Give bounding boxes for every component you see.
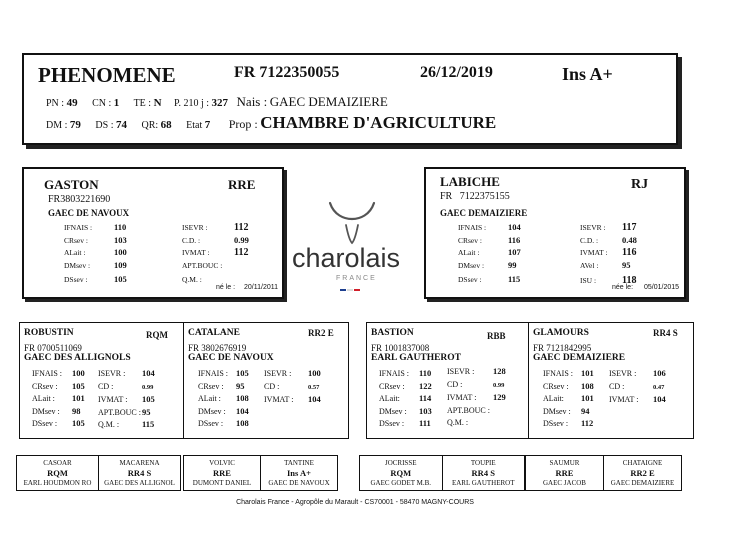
stat-value: 115	[508, 274, 521, 284]
ggp-farm: EARL GAUTHEROT	[451, 479, 515, 487]
stat-label: CRsev :	[543, 381, 569, 391]
gp-id: FR 0700511069	[24, 343, 82, 353]
stat-label: ISEVR :	[98, 369, 126, 378]
ggp-farm: GAEC DE NAVOUX	[268, 479, 330, 487]
stat-label: IVMAT :	[182, 248, 210, 257]
sire-right-stats	[182, 221, 249, 286]
ggp-cell	[184, 456, 260, 490]
ggp-code: RRE	[213, 468, 231, 478]
stat-value: 111	[419, 418, 431, 428]
sire-name: GASTON	[44, 177, 99, 192]
stat-label: IVMAT :	[609, 395, 639, 404]
stat-value: 98	[72, 405, 81, 416]
ggp-name: MACARENA	[119, 459, 160, 467]
sire-card	[22, 167, 284, 299]
gp-code: RBB	[487, 331, 506, 341]
stat-value: 100	[308, 368, 321, 378]
gp-left-stats	[379, 367, 432, 430]
ggp-code: Ins A+	[287, 468, 311, 478]
stat-value: 104	[236, 405, 249, 416]
ggp-farm: EARL HOUDMON RO	[23, 479, 92, 487]
stat-label: Q.M. :	[98, 420, 120, 429]
stat-value: 110	[114, 222, 127, 232]
stat-label: DSsev :	[379, 419, 405, 428]
stat-value: 110	[419, 368, 432, 378]
gp-code: RR2 E	[308, 328, 334, 338]
status-badge: Ins A+	[562, 64, 613, 84]
stat-value: 0.99	[142, 383, 154, 391]
gp-name: CATALANE	[188, 328, 240, 338]
ds-label: DS :	[95, 120, 114, 131]
stat-label: DMsev :	[458, 260, 485, 270]
stat-value: 100	[72, 368, 85, 378]
stat-label: IFNAIS :	[198, 369, 229, 378]
stat-value: 122	[419, 380, 432, 391]
stat-label: CD :	[264, 381, 280, 391]
stat-value: 95	[236, 380, 245, 391]
cn-value: 1	[113, 97, 120, 109]
ggp-name: SAUMUR	[549, 459, 580, 467]
stat-value: 105	[72, 380, 85, 391]
stat-value: 100	[114, 247, 127, 257]
p210-label: P. 210 j :	[174, 98, 210, 109]
stat-value: 108	[236, 418, 249, 428]
stat-label: CRsev :	[198, 381, 224, 391]
stat-label: IFNAIS :	[379, 369, 410, 378]
stat-value: 0.99	[234, 234, 249, 245]
dam-card	[424, 167, 686, 299]
prop-label: Prop :	[228, 117, 258, 131]
stat-value: 117	[622, 222, 637, 233]
stat-value: 105	[114, 274, 127, 284]
birth-date: 26/12/2019	[420, 64, 493, 81]
ggp-cell	[360, 456, 442, 490]
etat-value: 7	[204, 119, 211, 131]
gp-left-stats	[543, 367, 594, 430]
logo-word: charolais	[292, 243, 401, 273]
stat-label: DMsev :	[64, 260, 91, 270]
stat-value: 114	[419, 393, 432, 403]
gp-left-stats	[32, 367, 85, 430]
stat-value: 94	[581, 405, 590, 416]
sire-left-stats	[64, 221, 127, 286]
charolais-logo	[290, 195, 414, 300]
stat-label: ALait :	[198, 394, 221, 403]
stat-label: Q.M. :	[447, 418, 469, 427]
ggp-cell	[98, 456, 180, 490]
flag-white	[347, 289, 353, 291]
ggp-name: TANTINE	[284, 459, 314, 467]
stat-value: 106	[653, 368, 666, 378]
ggp-name: JOCRISSE	[384, 459, 417, 467]
ggp-cell	[260, 456, 337, 490]
stat-label: CD :	[447, 379, 463, 389]
stat-label: IVMAT :	[580, 248, 608, 257]
stat-value: 112	[581, 418, 594, 428]
gp-farm: GAEC DEMAIZIERE	[533, 353, 626, 363]
stat-value: 108	[581, 380, 594, 391]
stat-label: ALait:	[543, 394, 564, 403]
stat-label: CRsev :	[64, 235, 88, 245]
stat-label: CRsev :	[379, 381, 405, 391]
te-value: N	[153, 97, 162, 109]
stat-label: DSsev :	[32, 419, 58, 428]
gp-code: RR4 S	[653, 328, 678, 338]
stat-label: AVel :	[580, 260, 599, 270]
stat-value: 104	[142, 368, 155, 378]
stat-label: C.D. :	[182, 235, 201, 245]
sire-born: 20/11/2011	[244, 284, 278, 291]
stat-label: APT.BOUC :	[447, 405, 490, 415]
ggp-name: VOLVIC	[209, 459, 235, 467]
gp-left-stats	[198, 367, 249, 430]
gp-right-stats	[264, 367, 321, 406]
stat-label: DMsev :	[32, 406, 60, 416]
dam-farm: GAEC DEMAIZIERE	[440, 208, 528, 218]
stat-label: DSsev :	[458, 275, 482, 284]
stat-value: 0.47	[653, 383, 665, 391]
stat-value: 105	[142, 394, 155, 404]
nais-value: GAEC DEMAIZIERE	[269, 94, 388, 109]
grandparent-card-1	[19, 322, 185, 439]
dm-value: 79	[69, 119, 81, 131]
row-2	[46, 113, 496, 133]
stat-label: ISEVR :	[580, 223, 606, 232]
dam-right-stats	[580, 221, 637, 287]
stat-value: 103	[419, 405, 432, 416]
stat-label: IFNAIS :	[64, 223, 93, 232]
stat-value: 0.48	[622, 234, 637, 245]
stat-label: IFNAIS :	[543, 369, 574, 378]
ggp-farm: GAEC JACOB	[543, 479, 586, 487]
ggp-farm: GAEC DES ALLIGNOL	[104, 479, 175, 487]
dam-code: RJ	[631, 177, 649, 192]
flag-blue	[340, 289, 346, 291]
stat-value: 109	[114, 259, 127, 270]
stat-value: 107	[508, 247, 521, 257]
stat-label: ISEVR :	[609, 369, 637, 378]
stat-label: ALait :	[458, 248, 480, 257]
gp-id: FR 1001837008	[371, 343, 430, 353]
stat-value: 129	[493, 392, 506, 402]
gp-right-stats	[447, 365, 506, 429]
ggp-cell	[442, 456, 525, 490]
ggp-cell	[17, 456, 98, 490]
stat-label: ISEVR :	[447, 367, 475, 376]
ggp-name: CHATAIGNE	[622, 459, 663, 467]
etat-label: Etat	[186, 120, 203, 131]
gp-farm: EARL GAUTHEROT	[371, 353, 462, 363]
stat-value: 101	[581, 368, 594, 378]
stat-label: DSsev :	[543, 419, 569, 428]
stat-label: IFNAIS :	[32, 369, 63, 378]
grandparent-card-2	[183, 322, 349, 439]
great-grandparents-group-3	[359, 455, 525, 491]
gp-id: FR 3802676919	[188, 343, 247, 353]
stat-label: DMsev :	[543, 406, 571, 416]
stat-value: 0.99	[493, 381, 505, 389]
stat-label: DSsev :	[64, 275, 88, 284]
gp-name: GLAMOURS	[533, 328, 589, 338]
stat-label: ALait:	[379, 394, 400, 403]
ggp-code: RQM	[390, 468, 412, 478]
dam-born-label: née le:	[612, 284, 634, 291]
stat-label: CRsev :	[32, 381, 58, 391]
dam-born: 05/01/2015	[644, 284, 680, 291]
sire-born-label: né le :	[216, 284, 236, 291]
stat-value: 115	[142, 419, 155, 429]
sire-code: RRE	[228, 177, 256, 192]
animal-id: FR 7122350055	[234, 64, 340, 81]
pn-value: 49	[66, 97, 78, 109]
ggp-code: RR4 S	[471, 468, 495, 478]
ggp-name: CASOAR	[43, 459, 72, 467]
ggp-code: RQM	[47, 468, 68, 478]
animal-header	[22, 53, 678, 145]
nais-label: Nais :	[236, 94, 268, 109]
stat-value: 101	[581, 393, 594, 403]
stat-value: 105	[236, 368, 249, 378]
pn-label: PN :	[46, 98, 65, 109]
stat-label: CD :	[98, 381, 114, 391]
stat-value: 103	[114, 234, 127, 245]
te-label: TE :	[133, 98, 152, 109]
stat-value: 95	[142, 406, 151, 417]
prop-value: CHAMBRE D'AGRICULTURE	[260, 113, 497, 132]
dm-label: DM :	[46, 120, 68, 131]
gp-farm: GAEC DE NAVOUX	[188, 353, 274, 363]
grandparent-card-4	[528, 322, 694, 439]
stat-label: ISEVR :	[182, 223, 208, 232]
grandparent-card-3	[366, 322, 532, 439]
stat-label: IVMAT :	[447, 393, 477, 402]
sire-farm: GAEC DE NAVOUX	[48, 208, 130, 218]
stat-label: CD :	[609, 381, 625, 391]
stat-label: ALait :	[32, 394, 55, 403]
great-grandparents-group-1	[16, 455, 181, 491]
p210-value: 327	[211, 97, 229, 109]
stat-value: 116	[508, 234, 521, 245]
ggp-farm: GAEC GODET M.B.	[370, 479, 432, 487]
stat-label: DSsev :	[198, 419, 224, 428]
gp-farm: GAEC DES ALLIGNOLS	[24, 353, 131, 363]
stat-value: 104	[508, 222, 521, 232]
sire-id: FR3803221690	[48, 194, 111, 205]
stat-value: 101	[72, 393, 85, 403]
stat-value: 0.57	[308, 383, 320, 391]
stat-value: 108	[236, 393, 249, 403]
ggp-farm: DUMONT DANIEL	[192, 479, 252, 487]
stat-value: 104	[308, 394, 321, 404]
ggp-name: TOUPIE	[470, 459, 496, 467]
gp-right-stats	[609, 367, 666, 406]
ds-value: 74	[115, 119, 127, 131]
stat-label: CRsev :	[458, 235, 482, 245]
footer-address: Charolais France - Agropôle du Marault - CS70001 - 58470 MAGNY-COURS	[236, 499, 474, 506]
row-1	[46, 94, 388, 110]
stat-value: 112	[234, 247, 249, 258]
qr-value: 68	[160, 119, 172, 131]
stat-value: 112	[234, 222, 249, 233]
logo-sub: FRANCE	[336, 275, 377, 282]
cn-label: CN :	[92, 98, 112, 109]
dam-name: LABICHE	[440, 174, 500, 189]
dam-left-stats	[458, 221, 521, 286]
ggp-cell	[603, 456, 681, 490]
gp-name: ROBUSTIN	[24, 328, 74, 338]
stat-value: 99	[508, 259, 517, 270]
stat-label: Q.M. :	[182, 275, 202, 284]
ggp-cell	[526, 456, 603, 490]
animal-name: PHENOMENE	[38, 63, 176, 87]
great-grandparents-group-2	[183, 455, 338, 491]
stat-label: IVMAT :	[264, 395, 294, 404]
stat-label: ISU :	[580, 276, 597, 285]
stat-label: ISEVR :	[264, 369, 292, 378]
stat-label: APT.BOUC :	[98, 407, 141, 417]
dam-id: FR 7122375155	[440, 191, 510, 202]
gp-id: FR 7121842995	[533, 343, 592, 353]
stat-label: C.D. :	[580, 235, 599, 245]
stat-value: 116	[622, 247, 637, 258]
flag-red	[354, 289, 360, 291]
gp-right-stats	[98, 367, 155, 431]
stat-value: 104	[653, 394, 666, 404]
qr-label: QR:	[141, 120, 159, 131]
ggp-farm: GAEC DEMAIZIERE	[610, 479, 675, 487]
stat-value: 118	[622, 275, 637, 286]
gp-name: BASTION	[371, 328, 414, 338]
ggp-code: RRE	[555, 468, 574, 478]
stat-value: 128	[493, 366, 506, 376]
stat-label: DMsev :	[198, 406, 226, 416]
stat-value: 95	[622, 259, 631, 270]
stat-label: APT.BOUC :	[182, 260, 223, 270]
ggp-code: RR2 E	[630, 468, 655, 478]
stat-label: DMsev :	[379, 406, 407, 416]
ggp-code: RR4 S	[127, 468, 152, 478]
stat-label: IVMAT :	[98, 395, 128, 404]
stat-label: ALait :	[64, 248, 86, 257]
great-grandparents-group-4	[525, 455, 682, 491]
stat-value: 105	[72, 418, 85, 428]
stat-label: IFNAIS :	[458, 223, 487, 232]
gp-code: RQM	[146, 330, 168, 340]
